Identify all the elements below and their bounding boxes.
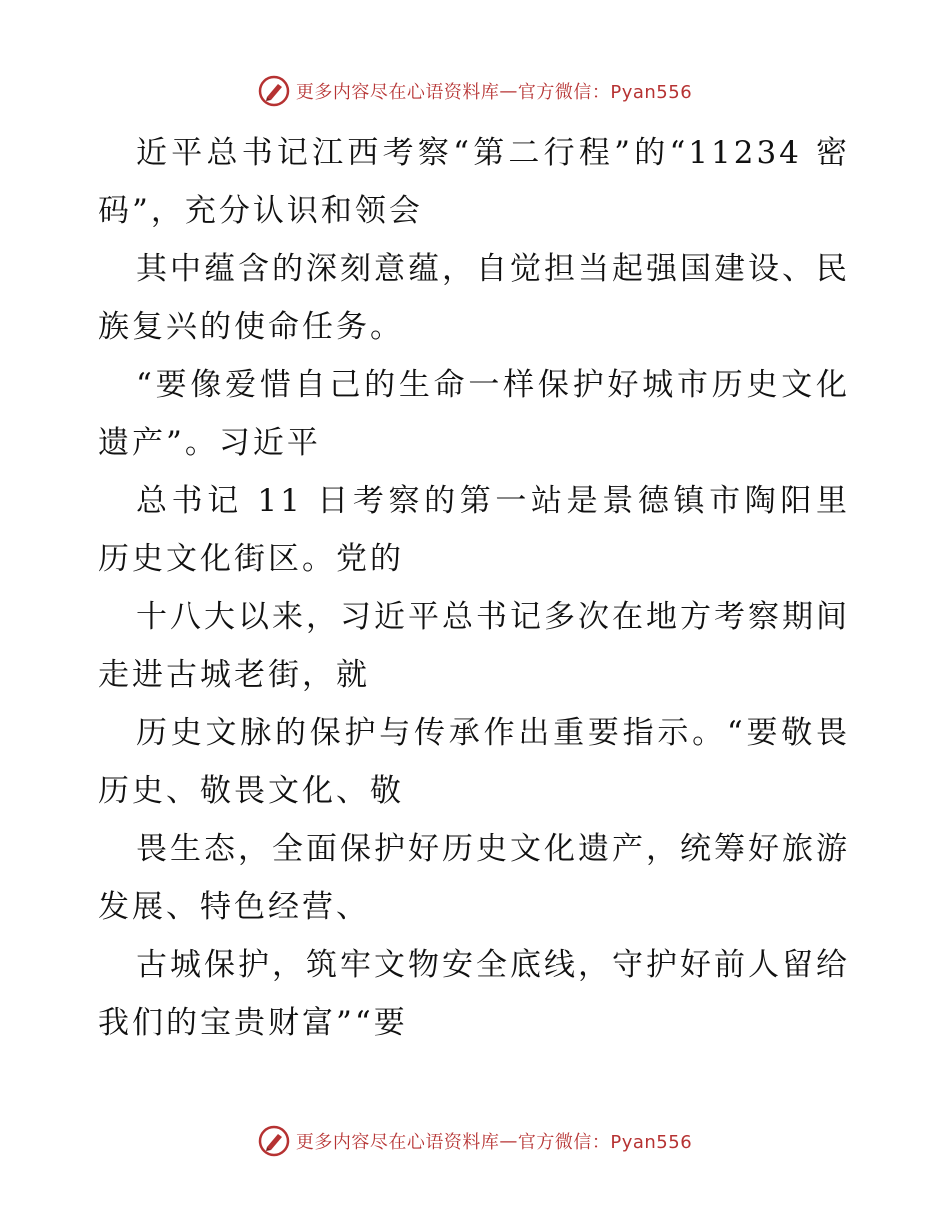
paragraph-4: 总书记 11 日考察的第一站是景德镇市陶阳里历史文化街区。党的 <box>98 483 850 577</box>
paragraph-6: 历史文脉的保护与传承作出重要指示。“要敬畏历史、敬畏文化、敬 <box>98 715 850 809</box>
paragraph-5: 十八大以来，习近平总书记多次在地方考察期间走进古城老街，就 <box>98 599 850 693</box>
pen-logo-icon <box>258 75 290 107</box>
watermark-prefix: 更多内容尽在心语资料库 <box>295 1132 500 1153</box>
paragraph-3: “要像爱惜自己的生命一样保护好城市历史文化遗产”。习近平 <box>98 367 850 461</box>
paragraph-2: 其中蕴含的深刻意蕴，自觉担当起强国建设、民族复兴的使命任务。 <box>98 251 850 345</box>
pen-logo-icon <box>258 1125 290 1157</box>
watermark-suffix: 官方微信：Pyan556 <box>517 82 693 103</box>
watermark-suffix: 官方微信：Pyan556 <box>517 1132 693 1153</box>
paragraph-7: 畏生态，全面保护好历史文化遗产，统筹好旅游发展、特色经营、 <box>98 831 850 925</box>
paragraph-8: 古城保护，筑牢文物安全底线，守护好前人留给我们的宝贵财富”“要 <box>98 947 850 1041</box>
document-body <box>98 124 850 1052</box>
header-watermark <box>0 74 950 108</box>
paragraph-1: 近平总书记江西考察“第二行程”的“11234 密码”，充分认识和领会 <box>98 135 850 229</box>
watermark-prefix: 更多内容尽在心语资料库 <box>295 82 500 103</box>
footer-watermark <box>0 1124 950 1158</box>
watermark-dash: — <box>499 80 518 102</box>
watermark-dash: — <box>499 1130 518 1152</box>
